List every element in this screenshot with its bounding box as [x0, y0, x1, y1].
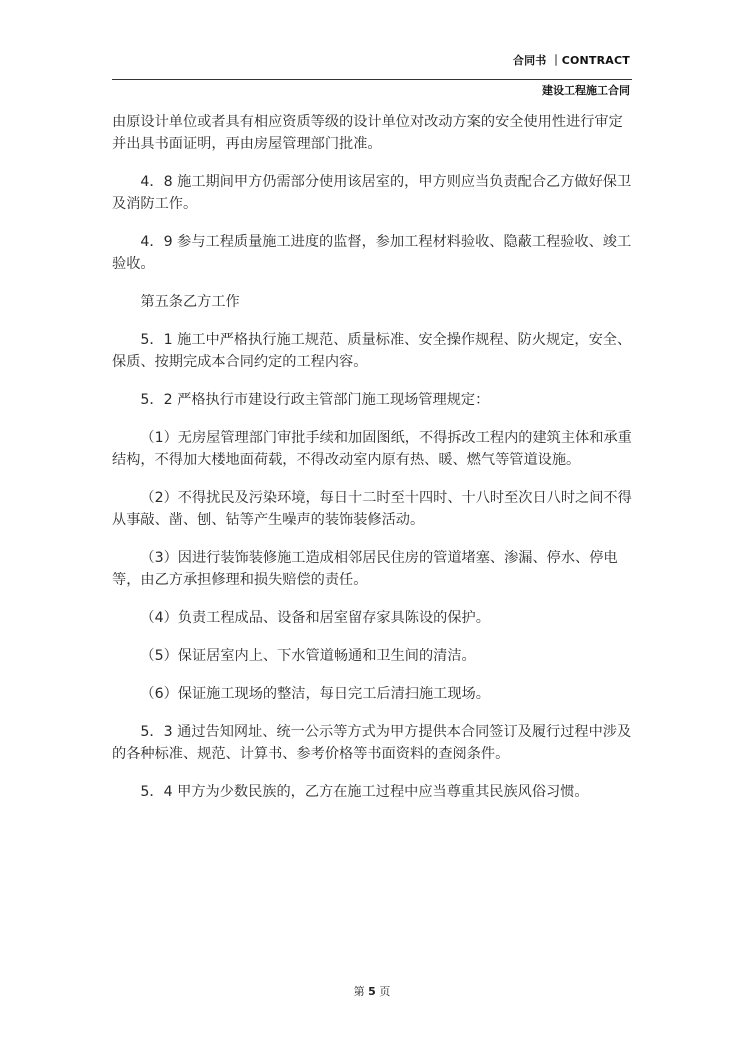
- paragraph-4-8: 4．8 施工期间甲方仍需部分使用该居室的，甲方则应当负责配合乙方做好保卫及消防工作。: [112, 174, 632, 212]
- document-body: [112, 111, 634, 819]
- page-number: 5: [368, 985, 376, 998]
- paragraph-5-3: 5．3 通过告知网址、统一公示等方式为甲方提供本合同签订及履行过程中涉及的各种标准、规范、计算书、参考价格等书面资料的查阅条件。: [112, 724, 632, 762]
- paragraph-5-1: 5．1 施工中严格执行施工规范、质量标准、安全操作规程、防火规定，安全、保质、按期完成本合同约定的工程内容。: [112, 332, 632, 370]
- list-item-3: （3）因进行装饰装修施工造成相邻居民住房的管道堵塞、渗漏、停水、停电等，由乙方承担修理和损失赔偿的责任。: [112, 550, 618, 588]
- list-item-1: （1）无房屋管理部门审批手续和加固图纸，不得拆改工程内的建筑主体和承重结构，不得加大楼地面荷载，不得改动室内原有热、暖、燃气等管道设施。: [112, 430, 632, 468]
- list-item-6: （6）保证施工现场的整洁，每日完工后清扫施工现场。: [140, 686, 490, 702]
- list-item-2: （2）不得扰民及污染环境，每日十二时至十四时、十八时至次日八时之间不得从事敲、凿、刨、钻等产生噪声的装饰装修活动。: [112, 490, 632, 528]
- page-suffix: 页: [379, 985, 391, 998]
- paragraph-4-9: 4．9 参与工程质量施工进度的监督，参加工程材料验收、隐蔽工程验收、竣工验收。: [112, 234, 632, 272]
- header-divider: [112, 79, 632, 80]
- header-title: 合同书 ｜CONTRACT: [512, 54, 630, 67]
- paragraph-5-2: 5．2 严格执行市建设行政主管部门施工现场管理规定：: [140, 392, 490, 408]
- list-item-4: （4）负责工程成品、设备和居室留存家具陈设的保护。: [140, 610, 490, 626]
- paragraph-continuation: 由原设计单位或者具有相应资质等级的设计单位对改动方案的安全使用性进行审定并出具书面证明，再由房屋管理部门批准。: [112, 114, 623, 152]
- list-item-5: （5）保证居室内上、下水管道畅通和卫生间的清洁。: [140, 648, 476, 664]
- page-footer: [0, 983, 744, 999]
- paragraph-5-4: 5．4 甲方为少数民族的，乙方在施工过程中应当尊重其民族风俗习惯。: [140, 784, 589, 800]
- page-prefix: 第: [353, 985, 365, 998]
- header-subtitle: 建设工程施工合同: [542, 84, 630, 97]
- section-heading-article-5: 第五条乙方工作: [140, 294, 240, 310]
